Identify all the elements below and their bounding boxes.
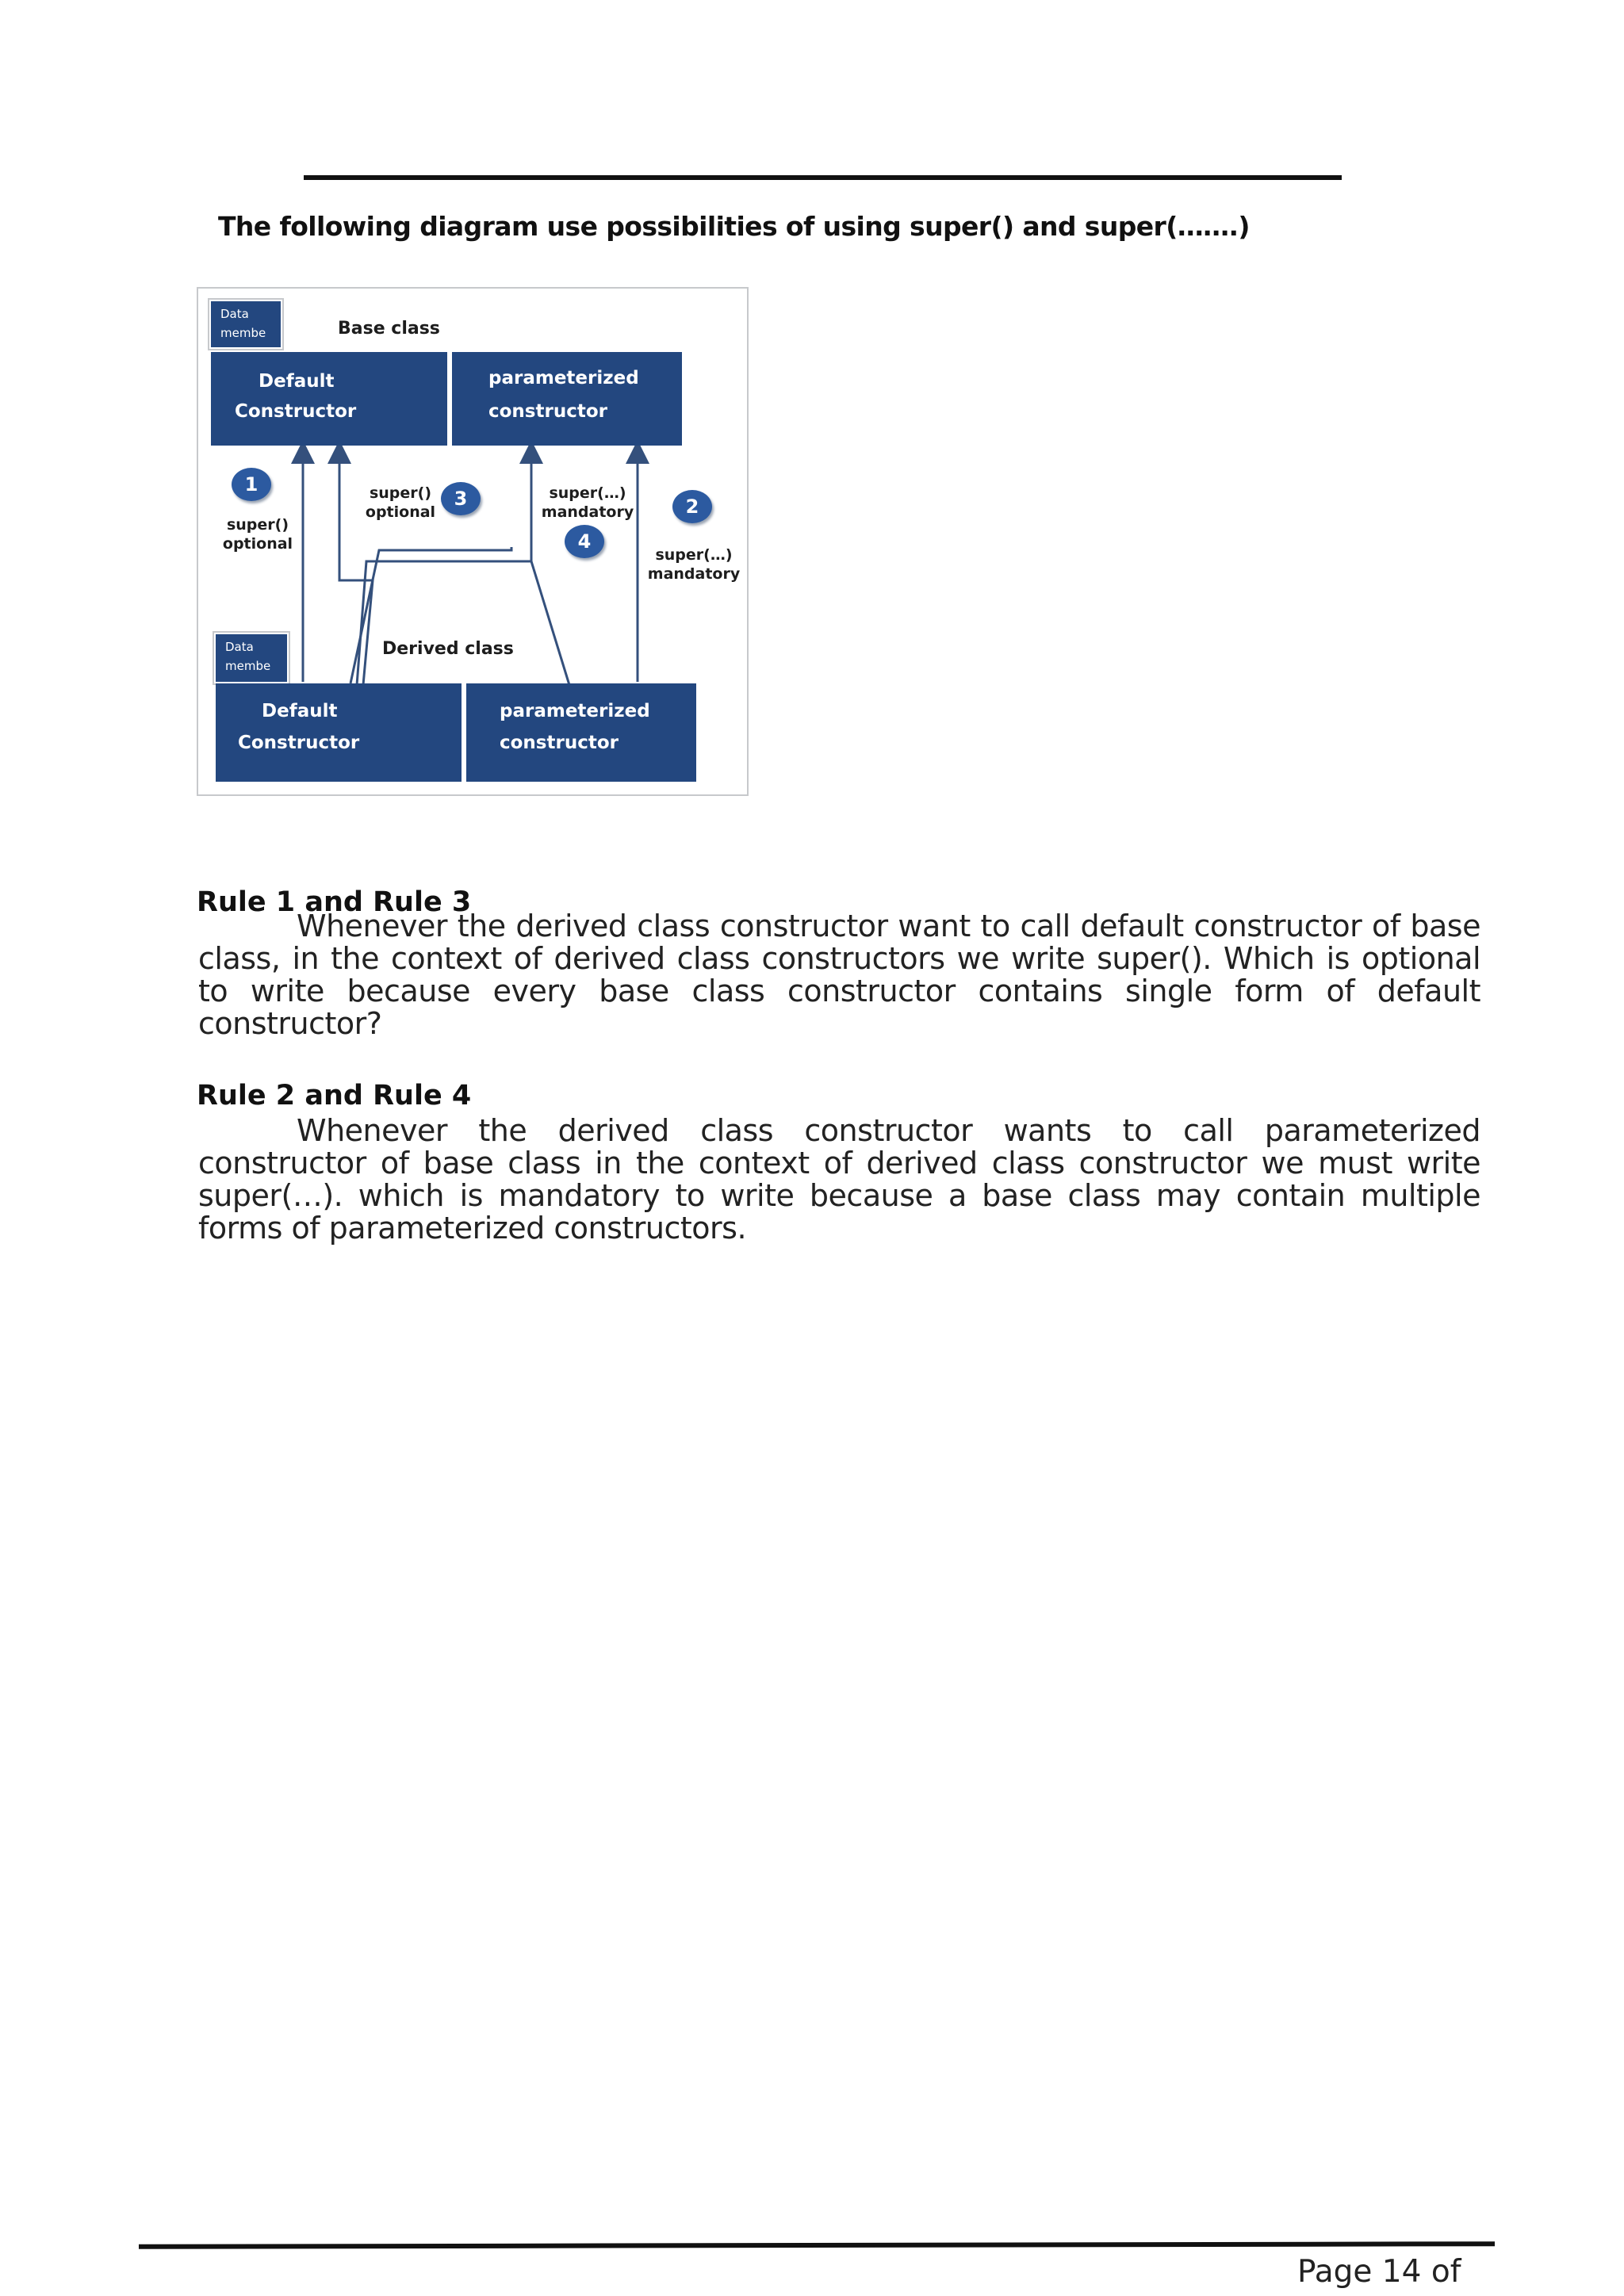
derived-data-member-box: Data membe: [216, 634, 287, 682]
label-rule-2: super(…) mandatory: [647, 546, 741, 583]
rule-2-4-paragraph: Whenever the derived class constructor wants to call parameterized constructor of base class in the context of derived class constructor we must write super(…). which is mandatory to write because a base class may contain multiple forms of parameterized constructors.: [198, 1113, 1480, 1246]
badge-3: 3: [441, 482, 481, 515]
constructor-diagram: [197, 287, 749, 796]
base-default-constructor: Default Constructor: [211, 352, 447, 446]
derived-class-title: Derived class: [382, 639, 514, 659]
page-number: Page 14 of: [1297, 2254, 1461, 2290]
rule-1-3-paragraph: Whenever the derived class constructor want to call default constructor of base class, in the context of derived class constructors we write super(). Which is optional to write because every base class constructor contains single form of default constructor?: [198, 909, 1480, 1041]
label-rule-1: super() optional: [222, 516, 293, 553]
label-rule-4: super(…) mandatory: [541, 484, 634, 521]
derived-default-constructor: Default Constructor: [216, 683, 462, 782]
diagram-heading: The following diagram use possibilities of using super() and super(…….): [218, 211, 1250, 242]
badge-1: 1: [232, 468, 271, 501]
rule-2-4-title: Rule 2 and Rule 4: [197, 1080, 472, 1112]
badge-4: 4: [565, 525, 604, 558]
footer-rule: [139, 2241, 1495, 2249]
label-rule-3: super() optional: [365, 484, 436, 521]
base-data-member-box: Data membe: [211, 301, 281, 347]
badge-2: 2: [672, 490, 712, 523]
base-class-title: Base class: [338, 319, 440, 339]
base-parameterized-constructor: parameterized constructor: [452, 352, 682, 446]
arrow-rule-3: [350, 547, 511, 683]
rule-1-3-title: Rule 1 and Rule 3: [197, 886, 472, 918]
header-rule: [304, 175, 1342, 180]
derived-parameterized-constructor: parameterized constructor: [466, 683, 696, 782]
